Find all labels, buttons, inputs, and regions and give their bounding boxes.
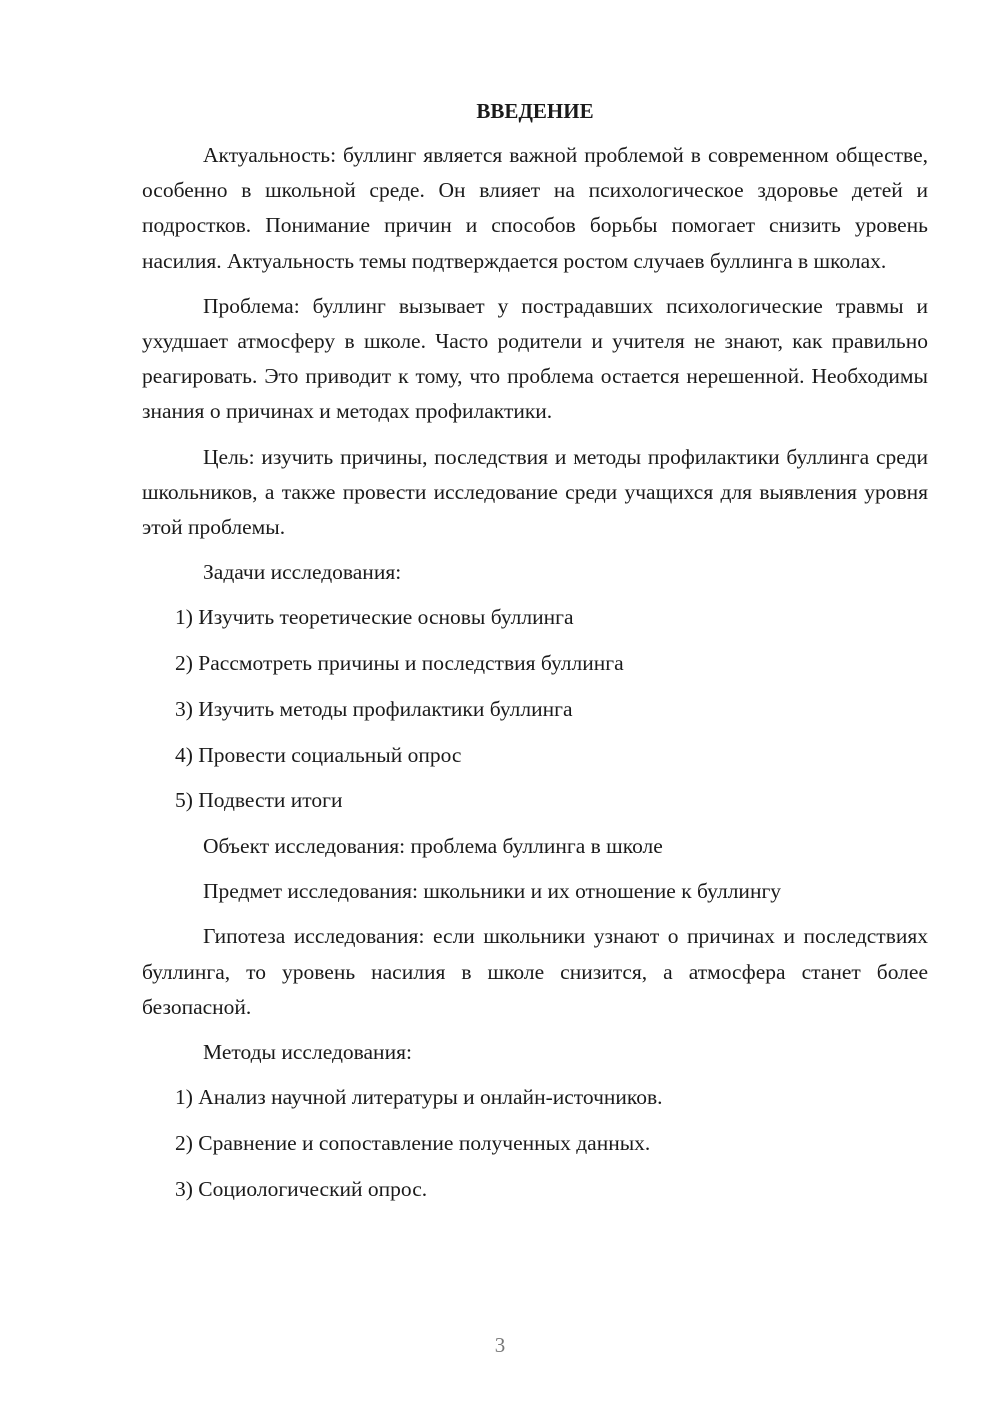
methods-heading: Методы исследования: [203, 1039, 412, 1064]
task-item: 3) Изучить методы профилактики буллинга [175, 696, 573, 721]
method-item: 1) Анализ научной литературы и онлайн-источников. [175, 1085, 663, 1110]
task-item: 1) Изучить теоретические основы буллинга [175, 605, 574, 630]
page-number: 3 [494, 1333, 506, 1357]
method-item: 2) Сравнение и сопоставление полученных данных. [175, 1130, 651, 1155]
tasks-list [142, 600, 928, 818]
relevance-paragraph: Актуальность: буллинг является важной проблемой в современном обществе, особенно в школьной среде. Он влияет на психологическое здоровье детей и подростков. Понимание причин и способов борьбы помогает снизить уровень насилия. Актуальность темы подтверждается ростом случаев буллинга в школах. [142, 143, 928, 273]
subject-line: Предмет исследования: школьники и их отношение к буллингу [203, 879, 782, 904]
task-item: 4) Провести социальный опрос [175, 742, 462, 767]
task-item: 2) Рассмотреть причины и последствия буллинга [175, 651, 624, 676]
section-title: ВВЕДЕНИЕ [476, 99, 594, 123]
methods-list [142, 1080, 928, 1207]
task-item: 5) Подвести итоги [175, 788, 343, 813]
object-line: Объект исследования: проблема буллинга в школе [203, 833, 663, 858]
document-page [142, 96, 928, 1217]
tasks-heading: Задачи исследования: [203, 560, 402, 585]
hypothesis-paragraph: Гипотеза исследования: если школьники узнают о причинах и последствиях буллинга, то уровень насилия в школе снизится, а атмосфера станет более безопасной. [142, 924, 928, 1019]
method-item: 3) Социологический опрос. [175, 1176, 428, 1201]
problem-paragraph: Проблема: буллинг вызывает у пострадавших психологические травмы и ухудшает атмосферу в школе. Часто родители и учителя не знают, как правильно реагировать. Это приводит к тому, что проблема остается нерешенной. Необходимы знания о причинах и методах профилактики. [142, 293, 928, 424]
goal-paragraph: Цель: изучить причины, последствия и методы профилактики буллинга среди школьников, а также провести исследование среди учащихся для выявления уровня этой проблемы. [142, 444, 928, 540]
